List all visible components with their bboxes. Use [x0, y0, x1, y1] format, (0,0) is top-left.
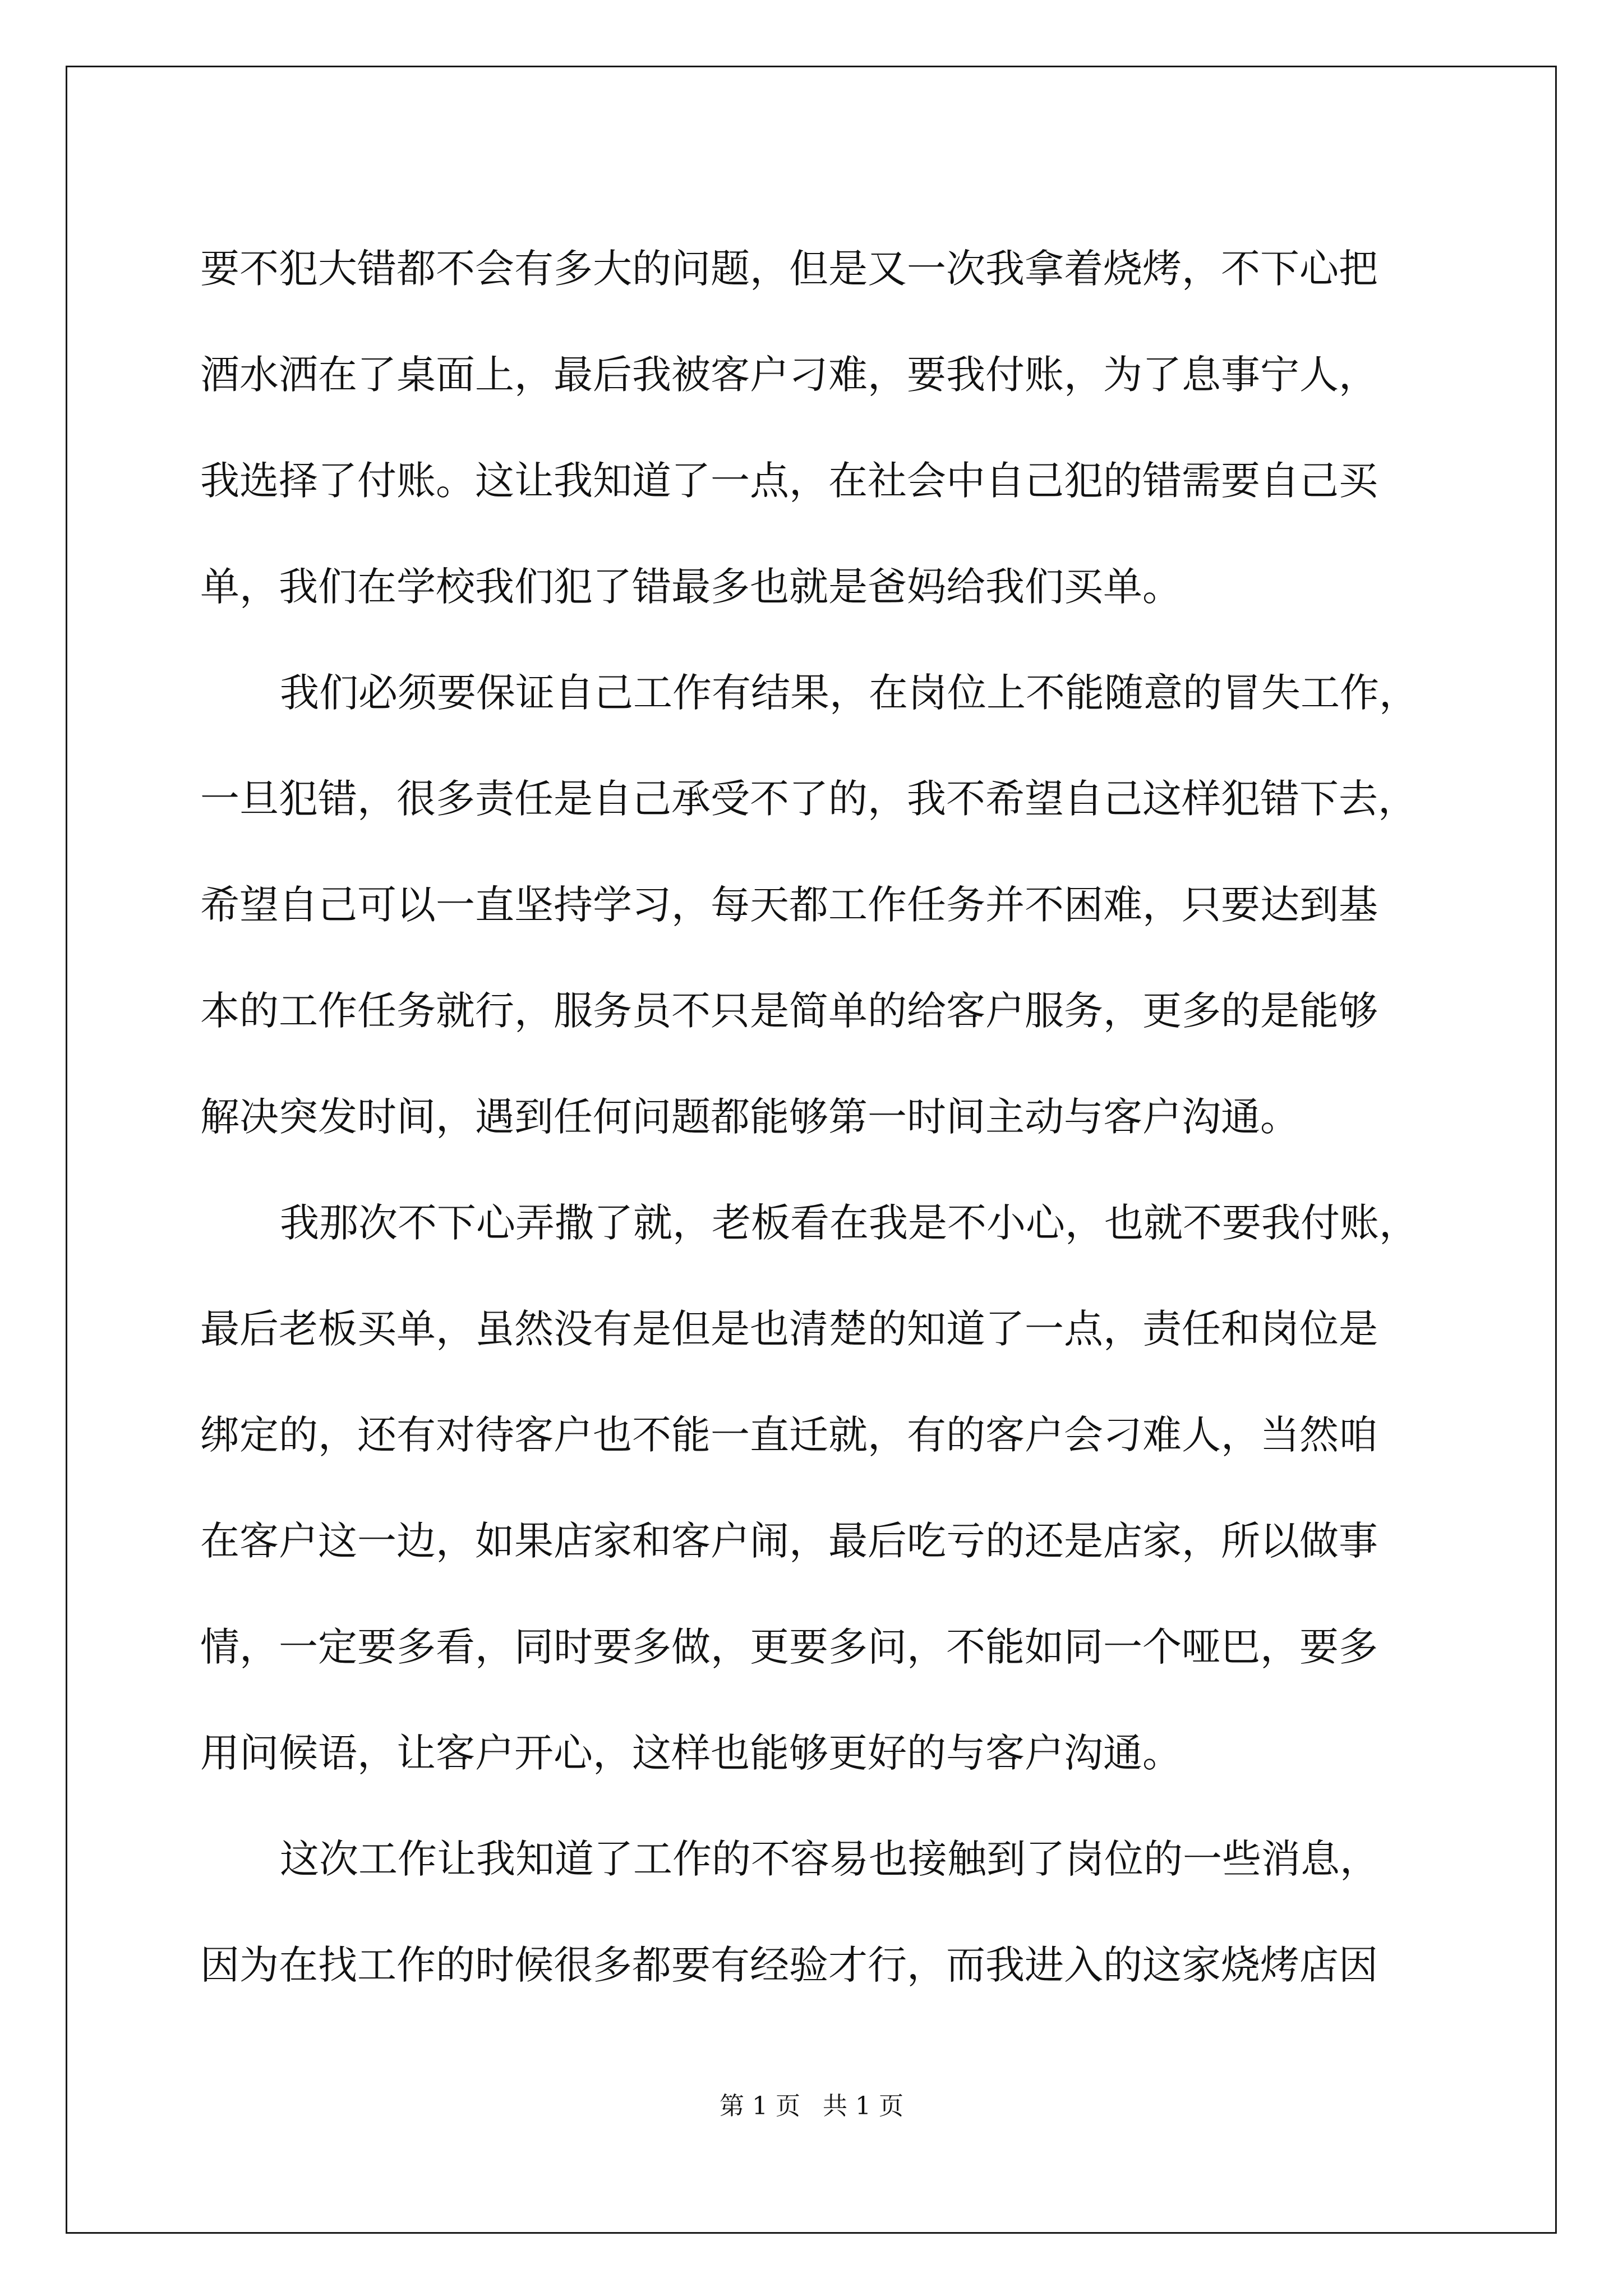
- paragraph-3: [200, 1170, 1434, 1806]
- text-line: 情，一定要多看，同时要多做，更要多问，不能如同一个哑巴，要多: [200, 1624, 1378, 1670]
- text-line: 我选择了付账。这让我知道了一点，在社会中自己犯的错需要自己买: [200, 458, 1378, 504]
- document-body: [200, 216, 1434, 2018]
- text-line: 用问候语，让客户开心，这样也能够更好的与客户沟通。: [200, 1730, 1182, 1776]
- text-line: 酒水洒在了桌面上，最后我被客户刁难，要我付账，为了息事宁人，: [200, 352, 1378, 398]
- page-footer: [0, 2090, 1623, 2123]
- text-line: 解决突发时间，遇到任何问题都能够第一时间主动与客户沟通。: [200, 1094, 1299, 1140]
- page-total: 共 1 页: [823, 2092, 903, 2120]
- text-line: 要不犯大错都不会有多大的问题，但是又一次我拿着烧烤，不下心把: [200, 246, 1378, 292]
- text-line: 最后老板买单，虽然没有是但是也清楚的知道了一点，责任和岗位是: [200, 1306, 1378, 1352]
- text-line: 这次工作让我知道了工作的不容易也接触到了岗位的一些消息，: [280, 1836, 1379, 1882]
- paragraph-4: [200, 1806, 1434, 2018]
- paragraph-2: [200, 640, 1434, 1170]
- text-line: 一旦犯错，很多责任是自己承受不了的，我不希望自己这样犯错下去，: [200, 776, 1417, 822]
- text-line: 希望自己可以一直坚持学习，每天都工作任务并不困难，只要达到基: [200, 882, 1378, 928]
- text-line: 我们必须要保证自己工作有结果，在岗位上不能随意的冒失工作，: [280, 670, 1418, 716]
- text-line: 单，我们在学校我们犯了错最多也就是爸妈给我们买单。: [200, 564, 1182, 610]
- text-line: 绑定的，还有对待客户也不能一直迁就，有的客户会刁难人，当然咱: [200, 1412, 1378, 1458]
- text-line: 在客户这一边，如果店家和客户闹，最后吃亏的还是店家，所以做事: [200, 1518, 1378, 1564]
- paragraph-1: [200, 216, 1434, 640]
- text-line: 我那次不下心弄撒了就，老板看在我是不小心，也就不要我付账，: [280, 1200, 1418, 1246]
- text-line: 本的工作任务就行，服务员不只是简单的给客户服务，更多的是能够: [200, 988, 1378, 1034]
- page-number: 第 1 页: [720, 2092, 800, 2120]
- text-line: 因为在找工作的时候很多都要有经验才行，而我进入的这家烧烤店因: [200, 1942, 1378, 1988]
